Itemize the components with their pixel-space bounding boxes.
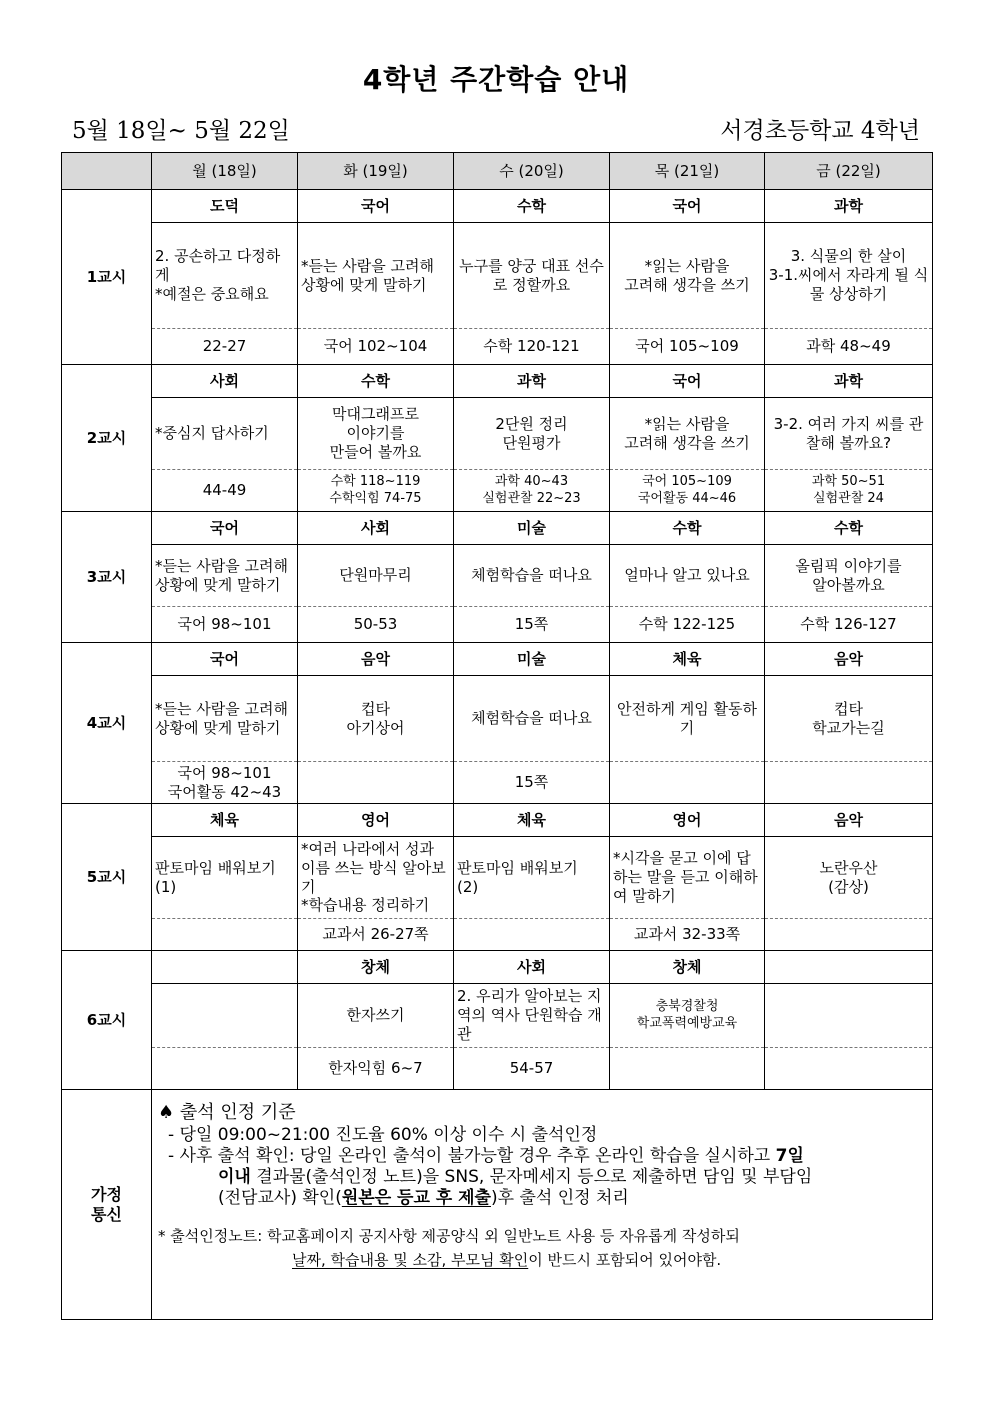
notice-line-3: 이내 결과물(출석인정 노트)을 SNS, 문자메세지 등으로 제출하면 담임 및 부담임	[218, 1167, 813, 1187]
subject-cell: 과학	[765, 365, 933, 398]
topic-cell: *읽는 사람을 고려해 생각을 쓰기	[610, 398, 765, 470]
page-cell	[152, 919, 298, 951]
page-cell: 교과서 32-33쪽	[610, 919, 765, 951]
page-cell: 50-53	[298, 607, 454, 643]
page-row	[62, 607, 933, 643]
notice-row	[62, 1090, 933, 1320]
period-label: 1교시	[62, 190, 152, 365]
notice-heading: ♠ 출석 인정 기준	[158, 1102, 296, 1123]
subject-cell: 수학	[298, 365, 454, 398]
notice-line-4: (전담교사) 확인(원본은 등교 후 제출)후 출석 인정 처리	[218, 1188, 629, 1209]
topic-row	[62, 545, 933, 607]
page-row	[62, 919, 933, 951]
school-name: 서경초등학교 4학년	[720, 118, 920, 144]
subject-cell: 국어	[298, 190, 454, 223]
page-cell: 교과서 26-27쪽	[298, 919, 454, 951]
notice-label-line2: 통신	[91, 1204, 122, 1224]
topic-cell: *듣는 사람을 고려해 상황에 맞게 말하기	[298, 223, 454, 329]
page-cell: 수학 122-125	[610, 607, 765, 643]
topic-cell: 3-2. 여러 가지 씨를 관찰해 볼까요?	[765, 398, 933, 470]
page-title: 4학년 주간학습 안내	[362, 63, 630, 96]
period-label: 6교시	[62, 951, 152, 1090]
page-cell	[765, 1048, 933, 1090]
topic-cell: *듣는 사람을 고려해 상황에 맞게 말하기	[152, 545, 298, 607]
subject-row	[62, 643, 933, 676]
subject-cell: 음악	[298, 643, 454, 676]
page-cell: 15쪽	[454, 762, 610, 804]
topic-row	[62, 837, 933, 919]
topic-row	[62, 676, 933, 762]
notice-line-2: - 사후 출석 확인: 당일 온라인 출석이 불가능할 경우 추후 온라인 학습을 실시하고 7일	[168, 1145, 804, 1166]
subject-cell: 미술	[454, 512, 610, 545]
page-cell: 국어 98~101 국어활동 42~43	[152, 762, 298, 804]
subject-row	[62, 190, 933, 223]
page-cell	[765, 762, 933, 804]
subject-cell: 국어	[152, 643, 298, 676]
day-header: 월 (18일)	[152, 153, 298, 190]
period-label: 3교시	[62, 512, 152, 643]
topic-cell: 얼마나 알고 있나요	[610, 545, 765, 607]
topic-cell: 판토마임 배워보기 (1)	[152, 837, 298, 919]
page-cell	[152, 1048, 298, 1090]
page-row	[62, 1048, 933, 1090]
subject-cell: 음악	[765, 643, 933, 676]
subject-cell: 수학	[454, 190, 610, 223]
topic-cell: 막대그래프로 이야기를 만들어 볼까요	[298, 398, 454, 470]
subject-cell: 국어	[152, 512, 298, 545]
day-header: 수 (20일)	[454, 153, 610, 190]
topic-cell: 체험학습을 떠나요	[454, 676, 610, 762]
notice-line-1: - 당일 09:00~21:00 진도율 60% 이상 이수 시 출석인정	[168, 1124, 598, 1145]
period-label: 4교시	[62, 643, 152, 804]
topic-cell: 3. 식물의 한 살이 3-1.씨에서 자라게 될 식물 상상하기	[765, 223, 933, 329]
subject-cell: 과학	[765, 190, 933, 223]
topic-cell	[765, 984, 933, 1048]
subject-cell: 수학	[765, 512, 933, 545]
page-row	[62, 329, 933, 365]
topic-cell: *시각을 묻고 이에 답하는 말을 듣고 이해하여 말하기	[610, 837, 765, 919]
notice-content	[152, 1090, 933, 1320]
topic-cell: *중심지 답사하기	[152, 398, 298, 470]
subject-cell: 국어	[610, 190, 765, 223]
page-cell: 54-57	[454, 1048, 610, 1090]
day-header: 금 (22일)	[765, 153, 933, 190]
page-cell: 국어 98~101	[152, 607, 298, 643]
subject-cell: 음악	[765, 804, 933, 837]
page-cell	[765, 919, 933, 951]
subject-cell: 사회	[454, 951, 610, 984]
subject-cell: 영어	[298, 804, 454, 837]
subject-cell: 도덕	[152, 190, 298, 223]
page-cell: 수학 126-127	[765, 607, 933, 643]
subject-cell: 창체	[610, 951, 765, 984]
topic-cell: *듣는 사람을 고려해 상황에 맞게 말하기	[152, 676, 298, 762]
topic-cell: 2단원 정리 단원평가	[454, 398, 610, 470]
weekly-schedule-table	[61, 152, 933, 1320]
day-header: 목 (21일)	[610, 153, 765, 190]
page-cell: 국어 105~109 국어활동 44~46	[610, 470, 765, 512]
date-range: 5월 18일~ 5월 22일	[72, 118, 290, 144]
subject-cell: 사회	[152, 365, 298, 398]
topic-cell: 컵타 아기상어	[298, 676, 454, 762]
page-row	[62, 470, 933, 512]
topic-cell: *읽는 사람을 고려해 생각을 쓰기	[610, 223, 765, 329]
topic-cell	[152, 984, 298, 1048]
topic-cell: 안전하게 게임 활동하기	[610, 676, 765, 762]
topic-cell: 올림픽 이야기를 알아볼까요	[765, 545, 933, 607]
page-cell: 15쪽	[454, 607, 610, 643]
subject-row	[62, 804, 933, 837]
page-cell	[454, 919, 610, 951]
footnote-line-2: 날짜, 학습내용 및 소감, 부모님 확인이 반드시 포함되어 있어야함.	[292, 1250, 722, 1269]
day-header: 화 (19일)	[298, 153, 454, 190]
page-cell: 한자익힘 6~7	[298, 1048, 454, 1090]
subject-row	[62, 365, 933, 398]
topic-cell: 판토마임 배워보기 (2)	[454, 837, 610, 919]
footnote-line-1: * 출석인정노트: 학교홈페이지 공지사항 제공양식 외 일반노트 사용 등 자유롭게 작성하되	[158, 1226, 740, 1245]
subject-cell: 창체	[298, 951, 454, 984]
page-cell: 과학 50~51 실험관찰 24	[765, 470, 933, 512]
subject-cell: 영어	[610, 804, 765, 837]
topic-cell: 충북경찰청 학교폭력예방교육	[610, 984, 765, 1048]
page-cell: 국어 105~109	[610, 329, 765, 365]
topic-cell: 노란우산 (감상)	[765, 837, 933, 919]
subject-cell	[765, 951, 933, 984]
subject-cell: 국어	[610, 365, 765, 398]
topic-cell: 2. 공손하고 다정하게 *예절은 중요해요	[152, 223, 298, 329]
subject-cell: 미술	[454, 643, 610, 676]
page-cell: 수학 120-121	[454, 329, 610, 365]
subject-cell: 체육	[454, 804, 610, 837]
notice-footnote	[158, 1224, 926, 1272]
topic-cell: 누구를 양궁 대표 선수로 정할까요	[454, 223, 610, 329]
page-cell: 44-49	[152, 470, 298, 512]
page-cell	[610, 762, 765, 804]
topic-row	[62, 223, 933, 329]
subject-cell: 과학	[454, 365, 610, 398]
topic-row	[62, 984, 933, 1048]
page-cell	[610, 1048, 765, 1090]
page-cell: 22-27	[152, 329, 298, 365]
page-cell: 국어 102~104	[298, 329, 454, 365]
topic-cell: 컵타 학교가는길	[765, 676, 933, 762]
topic-cell: 단원마무리	[298, 545, 454, 607]
page-cell	[298, 762, 454, 804]
page-cell: 수학 118~119 수학익힘 74-75	[298, 470, 454, 512]
subject-cell: 사회	[298, 512, 454, 545]
day-header-row	[62, 153, 933, 190]
topic-cell: 체험학습을 떠나요	[454, 545, 610, 607]
notice-label-line1: 가정	[91, 1184, 122, 1204]
topic-cell: *여러 나라에서 성과 이름 쓰는 방식 알아보기 *학습내용 정리하기	[298, 837, 454, 919]
subject-cell: 체육	[152, 804, 298, 837]
corner-cell	[62, 153, 152, 190]
notice-label	[62, 1090, 152, 1320]
period-label: 5교시	[62, 804, 152, 951]
subject-cell	[152, 951, 298, 984]
topic-row	[62, 398, 933, 470]
period-label: 2교시	[62, 365, 152, 512]
subject-row	[62, 951, 933, 984]
subject-cell: 수학	[610, 512, 765, 545]
subject-cell: 체육	[610, 643, 765, 676]
subject-row	[62, 512, 933, 545]
page-cell: 과학 48~49	[765, 329, 933, 365]
topic-cell: 2. 우리가 알아보는 지역의 역사 단원학습 개관	[454, 984, 610, 1048]
page-row	[62, 762, 933, 804]
page-cell: 과학 40~43 실험관찰 22~23	[454, 470, 610, 512]
topic-cell: 한자쓰기	[298, 984, 454, 1048]
